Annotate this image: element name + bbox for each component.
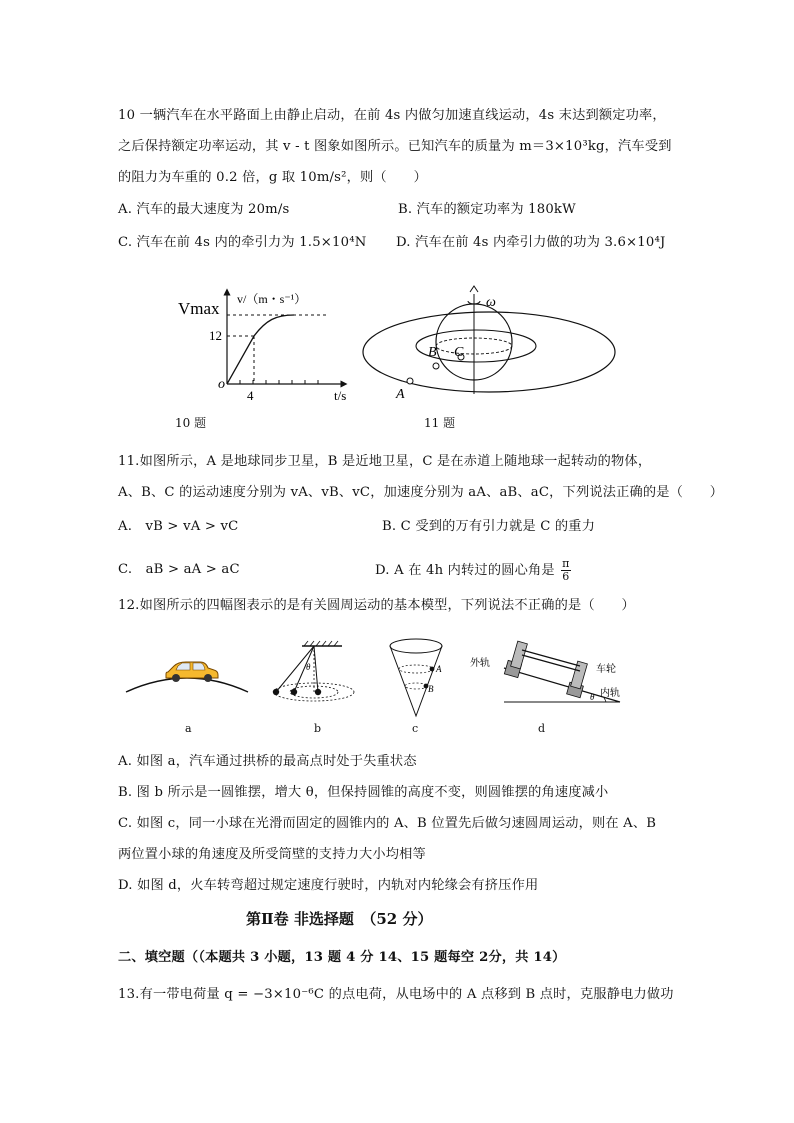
x-tick-4: 4 <box>247 388 254 403</box>
figure-12b-label: b <box>314 722 322 735</box>
q10-option-d: D. 汽车在前 4s 内牵引力做的功为 3.6×10⁴J <box>396 235 666 250</box>
q11-line2: A、B、C 的运动速度分别为 vA、vB、vC，加速度分别为 aA、aB、aC，下列说法正确的是（ ） <box>118 485 724 500</box>
q10-line1: 10 一辆汽车在水平路面上由静止启动，在前 4s 内做匀加速直线运动，4s 末达到额定功率， <box>118 108 666 123</box>
q12-option-c-line2: 两位置小球的角速度及所受筒壁的支持力大小均相等 <box>118 847 426 862</box>
q11-option-d <box>375 558 571 583</box>
origin-label: o <box>218 377 225 392</box>
vt-curve <box>227 315 294 384</box>
figure-12c-cone <box>384 636 454 720</box>
car-icon <box>166 662 218 682</box>
fraction-denominator: 6 <box>562 570 570 583</box>
point-a <box>407 378 413 384</box>
q10-line3: 的阻力为车重的 0.2 倍，g 取 10m/s²，则（ ） <box>118 170 427 185</box>
q11-option-a: A. vB > vA > vC <box>118 519 239 534</box>
label-c-a: A <box>436 664 442 674</box>
figure-10-vt-graph <box>176 284 366 414</box>
figure-12a-label: a <box>185 722 192 735</box>
figure-11-caption: 11 题 <box>424 416 456 430</box>
q10-option-b: B. 汽车的额定功率为 180kW <box>398 202 576 217</box>
q12-line1: 12.如图所示的四幅图表示的是有关圆周运动的基本模型，下列说法不正确的是（ ） <box>118 598 635 613</box>
figure-10-caption: 10 题 <box>175 416 207 430</box>
q12-option-d: D. 如图 d，火车转弯超过规定速度行驶时，内轨对内轮缘会有挤压作用 <box>118 878 539 893</box>
vmax-label: Vmax <box>178 299 220 318</box>
inner-rail-label: 内轨 <box>600 688 620 699</box>
figure-11-orbits <box>358 284 628 414</box>
point-b <box>433 363 439 369</box>
figure-12a-car-bridge <box>124 650 250 710</box>
omega-label: ω <box>486 295 496 310</box>
label-c: C <box>454 345 464 360</box>
q11-line1: 11.如图所示，A 是地球同步卫星，B 是近地卫星，C 是在赤道上随地球一起转动的物体， <box>118 454 652 469</box>
q12-option-b: B. 图 b 所示是一圆锥摆，增大 θ，但保持圆锥的高度不变，则圆锥摆的角速度减小 <box>118 785 609 800</box>
q12-option-c-line1: C. 如图 c，同一小球在光滑而固定的圆锥内的 A、B 位置先后做匀速圆周运动，则在 A、B <box>118 816 657 831</box>
figure-12c-label: c <box>412 722 419 735</box>
label-b: B <box>428 345 437 360</box>
y-axis-label: v/（m・s⁻¹） <box>237 292 307 306</box>
x-axis-label: t/s <box>334 388 347 403</box>
outer-rail-label: 外轨 <box>470 658 490 669</box>
theta-label-d: θ <box>590 692 595 702</box>
q11-option-c: C. aB > aA > aC <box>118 562 240 577</box>
section-title: 第Ⅱ卷 非选择题 （52 分） <box>246 910 433 928</box>
q11-option-b: B. C 受到的万有引力就是 C 的重力 <box>382 519 596 534</box>
fraction-numerator: π <box>562 557 570 570</box>
figure-12d-train-track <box>468 628 628 710</box>
q10-option-a: A. 汽车的最大速度为 20m/s <box>118 202 290 217</box>
theta-label-b: θ <box>306 662 311 672</box>
q12-option-a: A. 如图 a，汽车通过拱桥的最高点时处于失重状态 <box>118 754 417 769</box>
figure-12b-conical-pendulum <box>262 640 372 712</box>
part-2-heading: 二、填空题（（本题共 3 小题，13 题 4 分 14、15 题每空 2分，共 14） <box>118 950 566 965</box>
fraction-pi-over-6 <box>561 558 570 583</box>
q10-option-c: C. 汽车在前 4s 内的牵引力为 1.5×10⁴N <box>118 235 367 250</box>
label-a: A <box>396 387 405 402</box>
q11-option-d-text: D. A 在 4h 内转过的圆心角是 <box>375 563 555 578</box>
q13-line1: 13.有一带电荷量 q = −3×10⁻⁶C 的点电荷，从电场中的 A 点移到 B 点时，克服静电力做功 <box>118 987 674 1002</box>
orbit-a <box>363 312 615 392</box>
figure-12d-label: d <box>538 722 546 735</box>
y-tick-12: 12 <box>209 328 222 343</box>
q10-line2: 之后保持额定功率运动，其 v - t 图象如图所示。已知汽车的质量为 m＝3×10³kg，汽车受到 <box>118 139 672 154</box>
wheel-label: 车轮 <box>596 664 616 675</box>
label-c-b: B <box>428 684 434 694</box>
